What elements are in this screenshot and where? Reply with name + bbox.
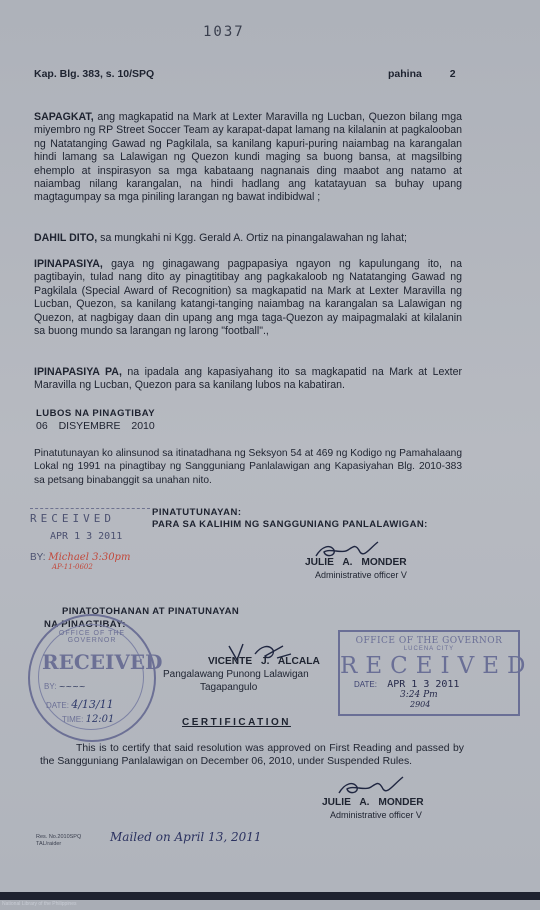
signer2-role: Tagapangulo	[200, 682, 258, 693]
bottom-strip-text: National Library of the Philippines	[2, 901, 77, 907]
paragraph-body: sa mungkahi ni Kgg. Gerald A. Ortiz na pinangalawahan ng lahat;	[100, 232, 407, 244]
stamp2-date: APR 1 3 2011	[387, 679, 460, 690]
received-stamp-right	[338, 630, 534, 716]
attest-title: PINATUTUNAYAN:	[152, 507, 242, 518]
paragraph-dahil-dito	[34, 232, 474, 245]
round-stamp-time-hand: 12:01	[85, 714, 115, 725]
bottom-strip	[0, 892, 540, 907]
footer-small-line2: TAL/raider	[36, 841, 62, 847]
stamp2-time-hand: 3:24 Pm	[400, 690, 438, 700]
stamp-date: APR 1 3 2011	[50, 531, 123, 542]
stamp2-date-label: DATE:	[354, 680, 377, 689]
paragraph-lead: SAPAGKAT,	[34, 111, 94, 123]
page-number-top: 1037	[203, 24, 245, 40]
paragraph-body: na ipadala ang kapasiyahang ito sa magkapatid na Mark at Lexter Maravilla ng Lucban, Quezon para sa kanilang lubos na kabatiran.	[34, 366, 463, 392]
stamp2-word: RECEIVED	[340, 653, 534, 679]
stamp2-line2: LUCENA CITY	[403, 646, 455, 652]
round-stamp-date-label: DATE:	[46, 701, 69, 710]
paragraph-lead: DAHIL DITO,	[34, 232, 98, 244]
round-received-stamp: OFFICE OF THE GOVERNOR RECEIVED BY: ~~~~ DATE: 4/13/11 TIME: 12:01	[28, 614, 156, 742]
round-stamp-date-hand: 4/13/11	[71, 698, 114, 711]
stamp-by-label: BY:	[30, 552, 46, 563]
paragraph-sapagkat	[34, 111, 462, 205]
signer2-title: Pangalawang Punong Lalawigan	[163, 669, 309, 680]
certification-heading: CERTIFICATION	[182, 717, 291, 728]
attest-for: PARA SA KALIHIM NG SANGGUNIANG PANLALAWIGAN:	[152, 519, 428, 530]
certify-paragraph: Pinatutunayan ko alinsunod sa itinatadhana ng Seksyon 54 at 469 ng Kodigo ng Pamahalaang Lokal ng 1991 na pinagtibay ng Sangguniang Panlalawigan ang Kapasiyahan Blg. 2010-383 sa petsang binabanggit sa unahan nito.	[34, 448, 462, 486]
received-stamp-left	[30, 508, 160, 598]
header-ref: Kap. Blg. 383, s. 10/SPQ	[34, 68, 155, 80]
header-page	[388, 68, 456, 80]
signature-monder-2	[335, 775, 407, 799]
round-stamp-word: RECEIVED	[42, 650, 163, 674]
approved-date: 06 DISYEMBRE 2010	[36, 420, 155, 432]
round-stamp-time-label: TIME:	[62, 715, 84, 724]
round-stamp-outer-text: OFFICE OF THE GOVERNOR	[58, 630, 126, 644]
footer-handwritten-note: Mailed on April 13, 2011	[110, 830, 262, 844]
paragraph-body: ang magkapatid na Mark at Lexter Maravilla ng Lucban, Quezon bilang mga miyembro ng RP Street Soccer Team ay karapat-dapat lamang na kilalanin at pagkalooban ng Natatanging Gawad ng Pagkilala, sa kanilang kapuri-puring naiambag na karangalan hindi lamang sa Lalawigan ng Quezon kundi maging sa buong bansa, at magsilbing ehemplo at inspirasyon sa mga kabataang nagnanais ding maabot ang natamo at naiambag nilang karangalan, na hindi hadlang ang katatayuan sa buhay upang magtagumpay sa mga piniling larangan ng bawat indibidwal ;	[34, 111, 463, 204]
footer-small-line1: Res. No.2010SPQ	[36, 834, 82, 840]
approve-title: PINATOTOHANAN AT PINATUNAYAN	[62, 606, 240, 617]
paragraph-body: gaya ng ginagawang pagpapasiya ngayon ng kapulungang ito, na pagtibayin, tulad nang dito ay pinagtitibay ang pagkakaloob ng Natatanging Gawad ng Pagkilala (Special Award of Recognition) sa magkapatid na Mark at Lexter Maravilla ng Lucban, Quezon, sa kanilang katangi-tanging naiambag na karangalan sa Lalawigan ng Quezon, at nagbigay daan din upang ang mga taga-Quezon ay maipagmalaki at kilalanin sa buong mundo sa larangan ng larong "football".,	[34, 258, 462, 338]
signer1-title: Administrative officer V	[315, 570, 407, 580]
stamp2-line1: OFFICE OF THE GOVERNOR	[355, 636, 503, 646]
stamp-received-word: RECEIVED	[30, 512, 115, 525]
paragraph-lead: IPINAPASIYA,	[34, 258, 103, 270]
certification-body: This is to certify that said resolution was approved on First Reading and passed by the Sangguniang Panlalawigan on December 06, 2010, under Suspended Rules.	[40, 743, 464, 768]
paragraph-lead: IPINAPASIYA PA,	[34, 366, 122, 378]
header-page-label: pahina	[388, 68, 422, 80]
paragraph-ipinapasiya-pa	[34, 366, 462, 393]
header-page-number: 2	[449, 68, 456, 80]
stamp2-extra-hand: 2904	[410, 700, 431, 709]
paragraph-ipinapasiya	[34, 258, 462, 338]
signer2-name: VICENTE J. ALCALA	[208, 656, 320, 667]
footer-small-ref	[36, 834, 81, 848]
signer3-title: Administrative officer V	[330, 810, 422, 820]
signer3-name: JULIE A. MONDER	[322, 797, 424, 808]
approve-sub: NA PINAGTIBAY:	[44, 619, 126, 630]
signer1-name: JULIE A. MONDER	[305, 557, 407, 568]
stamp-sub-handwriting: AP-11-0602	[52, 563, 93, 571]
approved-heading: LUBOS NA PINAGTIBAY	[36, 408, 156, 419]
stamp-by-handwriting: Michael 3:30pm	[48, 552, 131, 563]
round-stamp-by-label: BY:	[44, 682, 57, 691]
